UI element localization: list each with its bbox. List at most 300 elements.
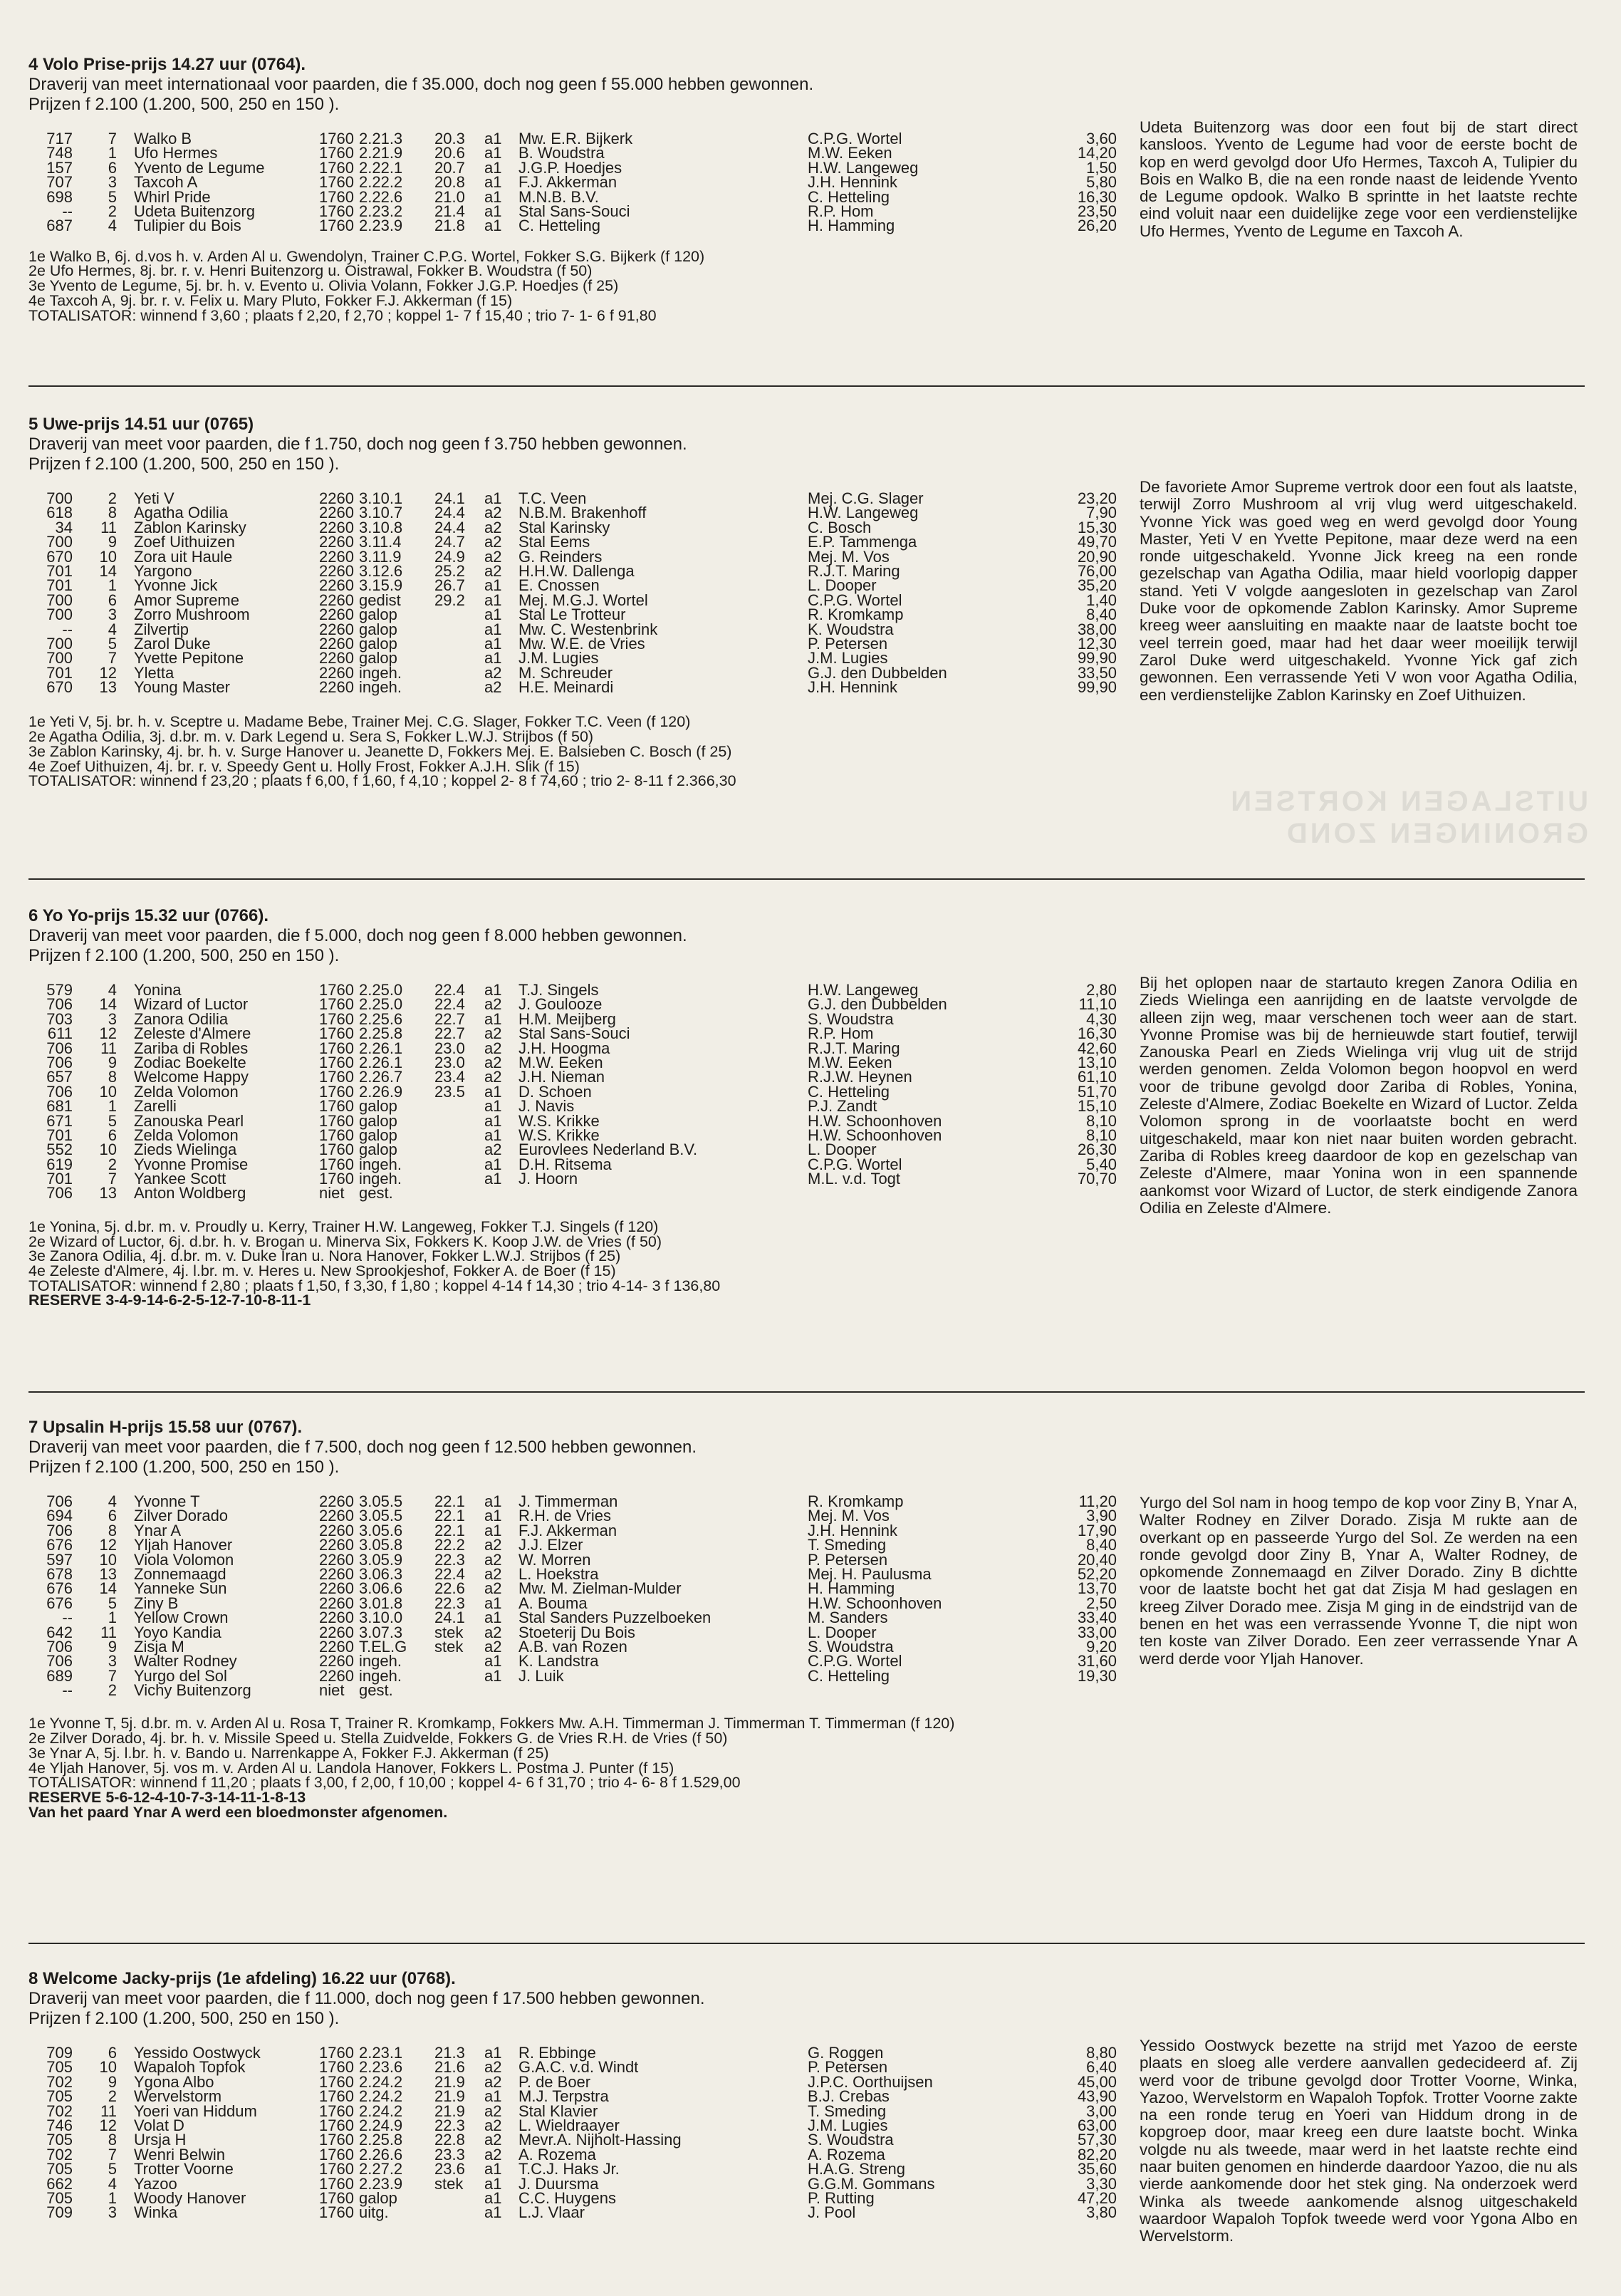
distance: 2260 (319, 1492, 354, 1510)
previous-race: 700 (46, 649, 73, 667)
kilometer-time: 21.0 (434, 187, 465, 206)
class: a1 (484, 187, 502, 206)
distance: 1760 (319, 1155, 354, 1173)
horse-name: Zieds Wielinga (134, 1141, 237, 1159)
results-block (28, 715, 1585, 789)
trainer: J.H. Hennink (808, 173, 897, 192)
owner: H.M. Meijberg (518, 1009, 616, 1028)
previous-race: 701 (46, 663, 73, 682)
previous-race: 700 (46, 591, 73, 609)
start-number: 10 (99, 1141, 117, 1159)
start-number: 10 (99, 547, 117, 566)
start-number: 5 (108, 187, 117, 206)
entry-row (28, 1683, 1585, 1698)
race-time: ingeh. (359, 678, 402, 697)
previous-race: 157 (46, 158, 73, 177)
kilometer-time: 21.9 (434, 2102, 465, 2120)
start-number: 8 (108, 2131, 117, 2149)
odds: 26,30 (1077, 1141, 1117, 1159)
kilometer-time: 21.6 (434, 2058, 465, 2077)
horse-name: Zarol Duke (134, 634, 211, 653)
class: a2 (484, 547, 502, 566)
kilometer-time: 22.2 (434, 1536, 465, 1554)
owner: T.J. Singels (518, 981, 599, 999)
race-time: 3.05.5 (359, 1507, 403, 1525)
start-number: 12 (99, 1536, 117, 1554)
horse-name: Ynar A (134, 1521, 182, 1539)
race-time: galop (359, 2188, 397, 2207)
race-section (28, 906, 1585, 1308)
distance: 2260 (319, 547, 354, 566)
owner: D.H. Ritsema (518, 1155, 612, 1173)
horse-name: Yankee Scott (134, 1170, 226, 1188)
owner: C.C. Huygens (518, 2188, 616, 2207)
distance: 1760 (319, 2087, 354, 2106)
kilometer-time: 21.8 (434, 217, 465, 235)
trainer: J. Pool (808, 2203, 856, 2222)
start-number: 6 (108, 591, 117, 609)
odds: 42,60 (1077, 1039, 1117, 1057)
odds: 15,30 (1077, 518, 1117, 536)
trainer: L. Dooper (808, 576, 877, 595)
owner: W. Morren (518, 1550, 591, 1569)
race-prizes: Prijzen f 2.100 (1.200, 500, 250 en 150 ). (28, 454, 340, 474)
start-number: 4 (108, 217, 117, 235)
horse-name: Zora uit Haule (134, 547, 233, 566)
race-header (28, 55, 1585, 115)
owner: W.S. Krikke (518, 1111, 600, 1130)
start-number: 1 (108, 1097, 117, 1116)
distance: 1760 (319, 130, 354, 147)
distance: 2260 (319, 1594, 354, 1612)
race-comment: Udeta Buitenzorg was door een fout bij de start direct kansloos. Yvento de Legume had voor de eerste bocht de kop en werd gevolgd door Ufo Hermes, Taxcoh A, Tulipier du Bois en Walko B, die na een ronde naast de leidende Yvento de Legume opdook. Walko B sprintte in het laatste rechte eind voluit naar een duidelijke zege voor een verdienstelijke Ufo Hermes, Yvento de Legume en Taxcoh A. (1140, 118, 1578, 240)
previous-race: 689 (46, 1666, 73, 1685)
previous-race: 642 (46, 1623, 73, 1641)
start-number: 2 (108, 2087, 117, 2106)
race-time: 2.25.6 (359, 1009, 403, 1028)
start-number: 4 (108, 2174, 117, 2193)
distance: 1760 (319, 1141, 354, 1159)
race-time: galop (359, 649, 397, 667)
trainer: Mej. C.G. Slager (808, 489, 924, 507)
distance: 2260 (319, 1609, 354, 1627)
race-title: 7 Upsalin H-prijs 15.58 uur (0767). (28, 1418, 303, 1437)
distance: 2260 (319, 620, 354, 638)
race-time: 3.10.0 (359, 1609, 403, 1627)
horse-name: Zanouska Pearl (134, 1111, 244, 1130)
trainer: H. Hamming (808, 1579, 895, 1598)
previous-race: 670 (46, 678, 73, 697)
previous-race: 597 (46, 1550, 73, 1569)
kilometer-time: 25.2 (434, 561, 465, 580)
horse-name: Zisja M (134, 1637, 184, 1656)
odds: 13,70 (1077, 1579, 1117, 1598)
race-time: T.EL.G (359, 1637, 407, 1656)
start-number: 1 (108, 576, 117, 595)
previous-race: 701 (46, 576, 73, 595)
horse-name: Zelda Volomon (134, 1082, 239, 1101)
previous-race: 707 (46, 173, 73, 192)
class: a1 (484, 2174, 502, 2193)
trainer: Mej. M. Vos (808, 1507, 890, 1525)
odds: 99,90 (1077, 649, 1117, 667)
distance: 1760 (319, 144, 354, 162)
trainer: J.P.C. Oorthuijsen (808, 2072, 933, 2091)
kilometer-time: 24.1 (434, 489, 465, 507)
previous-race: 706 (46, 1492, 73, 1510)
entry-row (28, 1666, 1585, 1685)
distance: 2260 (319, 1666, 354, 1685)
owner: Stal Karinsky (518, 518, 610, 536)
odds: 6,40 (1086, 2058, 1117, 2077)
start-number: 6 (108, 1126, 117, 1144)
horse-name: Vichy Buitenzorg (134, 1681, 251, 1700)
kilometer-time: 23.0 (434, 1053, 465, 1071)
race-comment: Yessido Oostwyck bezette na strijd met Yazoo de eerste plaats en sloeg alle verdere aanvallen gedecideerd af. Zij werd voor de tribune gevolgd door Trotter Voorne, Winka, Yazoo, Wervelstorm en Wapaloh Topfok. Trotter Voorne zakte na een ronde terug en Yoeri van Hiddum drong in de kopgroep door, maar kreeg een dure laatste bocht. Winka volgde nu als tweede, maar werd in het laatste rechte eind naar buiten genomen en hinderde daardoor Yazoo, die nu als vierde aankomende door het stek ging. Na onderzoek werd Winka als tweede aankomende alsnog uitgeschakeld waardoor Wapaloh Topfok tweede werd voor Ygona Albo en Wervelstorm. (1140, 2037, 1578, 2245)
trainer: G.J. den Dubbelden (808, 995, 947, 1014)
distance: 2260 (319, 1652, 354, 1671)
result-line: Van het paard Ynar A werd een bloedmonster afgenomen. (28, 1803, 448, 1821)
distance: 1760 (319, 1170, 354, 1188)
start-number: 5 (108, 1111, 117, 1130)
start-number: 5 (108, 2160, 117, 2178)
owner: P. de Boer (518, 2072, 591, 2091)
race-time: galop (359, 620, 397, 638)
trainer: C. Bosch (808, 518, 872, 536)
odds: 3,00 (1086, 2102, 1117, 2120)
start-number: 8 (108, 504, 117, 522)
kilometer-time: 26.7 (434, 576, 465, 595)
race-comment: Bij het oplopen naar de startauto kregen Zanora Odilia en Zieds Wielinga een aanrijding en de laatste vervolgde de alleen zijn weg, maar verschenen toch weer aan de start. Yvonne Promise was bij de hernieuwde start foutief, terwijl Zanouska Pearl en Zieds Wielinga vrij vlug uit de strijd werden genomen. Zelda Volomon begon hoopvol en werd voor de tribune gevolgd door Zariba di Robles, Yonina, Zeleste d'Almere, Zodiac Boekelte en Wizard of Luctor. Zelda Volomon sprong in de voorlaatste bocht en werd uitgeschakeld, maar kon niet naar buiten worden gebracht. Zariba di Robles kreeg daardoor de kop en gezelschap van Zeleste d'Almere, maar Yonina won in een spannende aankomst voor Wizard of Luctor, de sterk eindigende Zanora Odilia en Zeleste d'Almere. (1140, 974, 1578, 1217)
owner: A. Bouma (518, 1594, 588, 1612)
race-time: 3.07.3 (359, 1623, 403, 1641)
trainer: S. Woudstra (808, 1637, 894, 1656)
odds: 99,90 (1077, 678, 1117, 697)
race-time: 2.22.1 (359, 158, 403, 177)
odds: 16,30 (1077, 1024, 1117, 1043)
trainer: L. Dooper (808, 1623, 877, 1641)
owner: T.C.J. Haks Jr. (518, 2160, 620, 2178)
distance: 1760 (319, 1024, 354, 1043)
result-line: 1e Yvonne T, 5j. d.br. m. v. Arden Al u. Rosa T, Trainer R. Kromkamp, Fokkers Mw. A.H. Timmerman J. Timmerman T. Timmerman (f 120) (28, 1715, 955, 1733)
odds: 57,30 (1077, 2131, 1117, 2149)
kilometer-time: 21.9 (434, 2087, 465, 2106)
horse-name: Ziny B (134, 1594, 179, 1612)
previous-race: 700 (46, 489, 73, 507)
kilometer-time: 23.5 (434, 1082, 465, 1101)
race-time: ingeh. (359, 1666, 402, 1685)
kilometer-time: 23.3 (434, 2145, 465, 2163)
owner: T.C. Veen (518, 489, 587, 507)
horse-name: Wapaloh Topfok (134, 2058, 246, 2077)
class: a1 (484, 489, 502, 507)
start-number: 7 (108, 2145, 117, 2163)
horse-name: Zablon Karinsky (134, 518, 246, 536)
start-number: 4 (108, 981, 117, 999)
horse-name: Yvette Pepitone (134, 649, 244, 667)
previous-race: 618 (46, 504, 73, 522)
race-time: gest. (359, 1681, 393, 1700)
class: a2 (484, 2131, 502, 2149)
previous-race: 676 (46, 1536, 73, 1554)
distance: 2260 (319, 504, 354, 522)
odds: 52,20 (1077, 1564, 1117, 1583)
kilometer-time: 23.0 (434, 1039, 465, 1057)
distance: 1760 (319, 1126, 354, 1144)
race-time: gest. (359, 1184, 393, 1202)
race-section (28, 1969, 1585, 2245)
race-prizes: Prijzen f 2.100 (1.200, 500, 250 en 150 ). (28, 1458, 340, 1477)
owner: Stal Sanders Puzzelboeken (518, 1609, 712, 1627)
distance: 1760 (319, 1068, 354, 1086)
distance: niet (319, 1184, 345, 1202)
start-number: 2 (108, 202, 117, 220)
class: a1 (484, 1126, 502, 1144)
horse-name: Zilvertip (134, 620, 189, 638)
class: a2 (484, 1623, 502, 1641)
odds: 16,30 (1077, 187, 1117, 206)
trainer: P. Petersen (808, 1550, 888, 1569)
trainer: K. Woudstra (808, 620, 894, 638)
owner: Mej. M.G.J. Wortel (518, 591, 648, 609)
start-number: 10 (99, 1082, 117, 1101)
distance: 1760 (319, 2058, 354, 2077)
race-condition: Draverij van meet voor paarden, die f 5.000, doch nog geen f 8.000 hebben gewonnen. (28, 926, 687, 945)
owner: M.J. Terpstra (518, 2087, 609, 2106)
race-time: galop (359, 1111, 397, 1130)
kilometer-time: 29.2 (434, 591, 465, 609)
start-number: 11 (100, 1623, 117, 1641)
class: a1 (484, 1492, 502, 1510)
race-time: 2.24.2 (359, 2087, 403, 2106)
previous-race: 694 (46, 1507, 73, 1525)
distance: 2260 (319, 663, 354, 682)
odds: 33,40 (1077, 1609, 1117, 1627)
owner: C. Hetteling (518, 217, 600, 235)
horse-name: Ufo Hermes (134, 144, 218, 162)
class: a1 (484, 1170, 502, 1188)
class: a2 (484, 1053, 502, 1071)
result-line: 2e Zilver Dorado, 4j. br. h. v. Missile Speed u. Stella Zuidvelde, Fokkers G. de Vries R.H. de Vries (f 50) (28, 1730, 728, 1747)
kilometer-time: 24.7 (434, 533, 465, 551)
distance: 1760 (319, 2203, 354, 2222)
odds: 20,40 (1077, 1550, 1117, 1569)
start-number: 14 (99, 1579, 117, 1598)
owner: Mw. W.E. de Vries (518, 634, 645, 653)
race-time: 2.21.3 (359, 130, 403, 147)
trainer: J.M. Lugies (808, 2116, 888, 2134)
race-time: 3.11.4 (359, 533, 402, 551)
trainer: P.J. Zandt (808, 1097, 877, 1116)
trainer: H. Hamming (808, 217, 895, 235)
owner: J.H. Hoogma (518, 1039, 610, 1057)
horse-name: Yvonne Promise (134, 1155, 249, 1173)
odds: 82,20 (1077, 2145, 1117, 2163)
trainer: R. Kromkamp (808, 1492, 904, 1510)
owner: W.S. Krikke (518, 1126, 600, 1144)
horse-name: Walter Rodney (134, 1652, 237, 1671)
odds: 8,40 (1086, 606, 1117, 624)
distance: 2260 (319, 1521, 354, 1539)
odds: 5,80 (1086, 173, 1117, 192)
race-time: galop (359, 1141, 397, 1159)
horse-name: Yvento de Legume (134, 158, 265, 177)
distance: 1760 (319, 1082, 354, 1101)
race-time: ingeh. (359, 1170, 402, 1188)
kilometer-time: 21.9 (434, 2072, 465, 2091)
distance: 2260 (319, 1637, 354, 1656)
race-time: 3.05.5 (359, 1492, 403, 1510)
owner: J. Luik (518, 1666, 564, 1685)
previous-race: 670 (46, 547, 73, 566)
trainer: Mej. M. Vos (808, 547, 890, 566)
results-block (28, 1716, 1585, 1819)
horse-name: Zariba di Robles (134, 1039, 249, 1057)
start-number: 5 (108, 1594, 117, 1612)
trainer: P. Petersen (808, 634, 888, 653)
horse-name: Yljah Hanover (134, 1536, 233, 1554)
race-time: 2.26.1 (359, 1039, 403, 1057)
race-time: galop (359, 634, 397, 653)
trainer: H.W. Langeweg (808, 981, 919, 999)
odds: 23,20 (1077, 489, 1117, 507)
race-time: 3.12.6 (359, 561, 403, 580)
kilometer-time: stek (434, 2174, 464, 2193)
race-time: 2.23.1 (359, 2044, 403, 2062)
class: a2 (484, 2072, 502, 2091)
distance: 1760 (319, 2160, 354, 2178)
trainer: P. Petersen (808, 2058, 888, 2077)
race-prizes: Prijzen f 2.100 (1.200, 500, 250 en 150 ). (28, 946, 340, 965)
start-number: 3 (108, 2203, 117, 2222)
owner: Stal Sans-Souci (518, 1024, 630, 1043)
start-number: 12 (99, 1024, 117, 1043)
trainer: R.J.W. Heynen (808, 1068, 912, 1086)
distance: 1760 (319, 995, 354, 1014)
race-section (28, 1418, 1585, 1819)
race-time: galop (359, 1097, 397, 1116)
trainer: J.H. Hennink (808, 678, 897, 697)
race-time: gedist (359, 591, 401, 609)
race-time: 2.25.0 (359, 981, 403, 999)
distance: niet (319, 1681, 345, 1700)
previous-race: 748 (46, 144, 73, 162)
race-time: 3.05.8 (359, 1536, 403, 1554)
horse-name: Yletta (134, 663, 174, 682)
start-number: 11 (100, 518, 117, 536)
owner: J. Duursma (518, 2174, 599, 2193)
start-number: 6 (108, 2044, 117, 2062)
result-line: 3e Zanora Odilia, 4j. d.br. m. v. Duke Iran u. Nora Hanover, Fokker L.W.J. Strijbos (f 25) (28, 1247, 621, 1265)
race-time: 2.25.8 (359, 2131, 403, 2149)
horse-name: Yoeri van Hiddum (134, 2102, 257, 2120)
previous-race: 706 (46, 1184, 73, 1202)
kilometer-time: 22.7 (434, 1024, 465, 1043)
race-time: galop (359, 606, 397, 624)
class: a1 (484, 1666, 502, 1685)
odds: 15,10 (1077, 1097, 1117, 1116)
distance: 2260 (319, 606, 354, 624)
class: a1 (484, 1082, 502, 1101)
distance: 2260 (319, 1564, 354, 1583)
race-time: 2.25.0 (359, 995, 403, 1014)
class: a1 (484, 606, 502, 624)
class: a2 (484, 2116, 502, 2134)
result-line: 3e Yvento de Legume, 5j. br. h. v. Evento u. Olivia Volann, Fokker J.G.P. Hoedjes (f 25) (28, 277, 619, 295)
odds: 76,00 (1077, 561, 1117, 580)
class: a2 (484, 561, 502, 580)
results-block (28, 1217, 1585, 1309)
start-number: 7 (108, 130, 117, 147)
previous-race: 709 (46, 2203, 73, 2222)
owner: Mw. E.R. Bijkerk (518, 130, 633, 147)
distance: 2260 (319, 518, 354, 536)
horse-name: Yessido Oostwyck (134, 2044, 261, 2062)
horse-name: Udeta Buitenzorg (134, 202, 255, 220)
odds: 70,70 (1077, 1170, 1117, 1188)
owner: J.G.P. Hoedjes (518, 158, 622, 177)
horse-name: Yvonne T (134, 1492, 200, 1510)
distance: 1760 (319, 2188, 354, 2207)
owner: B. Woudstra (518, 144, 605, 162)
owner: H.E. Meinardi (518, 678, 614, 697)
race-time: 2.27.2 (359, 2160, 403, 2178)
race-condition: Draverij van meet voor paarden, die f 1.750, doch nog geen f 3.750 hebben gewonnen. (28, 435, 687, 454)
odds: 35,60 (1077, 2160, 1117, 2178)
kilometer-time: 22.3 (434, 1550, 465, 1569)
start-number: 1 (108, 144, 117, 162)
result-line: RESERVE 3-4-9-14-6-2-5-12-7-10-8-11-1 (28, 1292, 311, 1309)
trainer: H.W. Langeweg (808, 504, 919, 522)
previous-race: 700 (46, 634, 73, 653)
owner: D. Schoen (518, 1082, 592, 1101)
kilometer-time: 24.1 (434, 1609, 465, 1627)
start-number: 8 (108, 1068, 117, 1086)
distance: 2260 (319, 561, 354, 580)
section-divider (28, 1943, 1585, 1944)
previous-race: 706 (46, 995, 73, 1014)
odds: 3,30 (1086, 2174, 1117, 2193)
owner: J. Navis (518, 1097, 575, 1116)
result-line: TOTALISATOR: winnend f 23,20 ; plaats f 6,00, f 1,60, f 4,10 ; koppel 2- 8 f 74,60 ; trio 2- 8-11 f 2.366,30 (28, 772, 736, 790)
start-number: 3 (108, 606, 117, 624)
race-header (28, 415, 1585, 474)
start-number: 14 (99, 561, 117, 580)
trainer: H.W. Langeweg (808, 158, 919, 177)
kilometer-time: 20.3 (434, 130, 465, 147)
owner: R.H. de Vries (518, 1507, 612, 1525)
horse-name: Zodiac Boekelte (134, 1053, 246, 1071)
previous-race: 700 (46, 606, 73, 624)
race-time: 3.06.6 (359, 1579, 403, 1598)
odds: 4,30 (1086, 1009, 1117, 1028)
kilometer-time: stek (434, 1637, 464, 1656)
start-number: 11 (100, 2102, 117, 2120)
distance: 1760 (319, 217, 354, 235)
distance: 1760 (319, 981, 354, 999)
horse-name: Young Master (134, 678, 230, 697)
owner: K. Landstra (518, 1652, 599, 1671)
distance: 1760 (319, 2131, 354, 2149)
race-time: 2.23.9 (359, 217, 403, 235)
trainer: S. Woudstra (808, 1009, 894, 1028)
race-title: 6 Yo Yo-prijs 15.32 uur (0766). (28, 906, 269, 925)
class: a2 (484, 1579, 502, 1598)
distance: 2260 (319, 1550, 354, 1569)
kilometer-time: 20.7 (434, 158, 465, 177)
kilometer-time: 22.1 (434, 1521, 465, 1539)
start-number: 3 (108, 1009, 117, 1028)
